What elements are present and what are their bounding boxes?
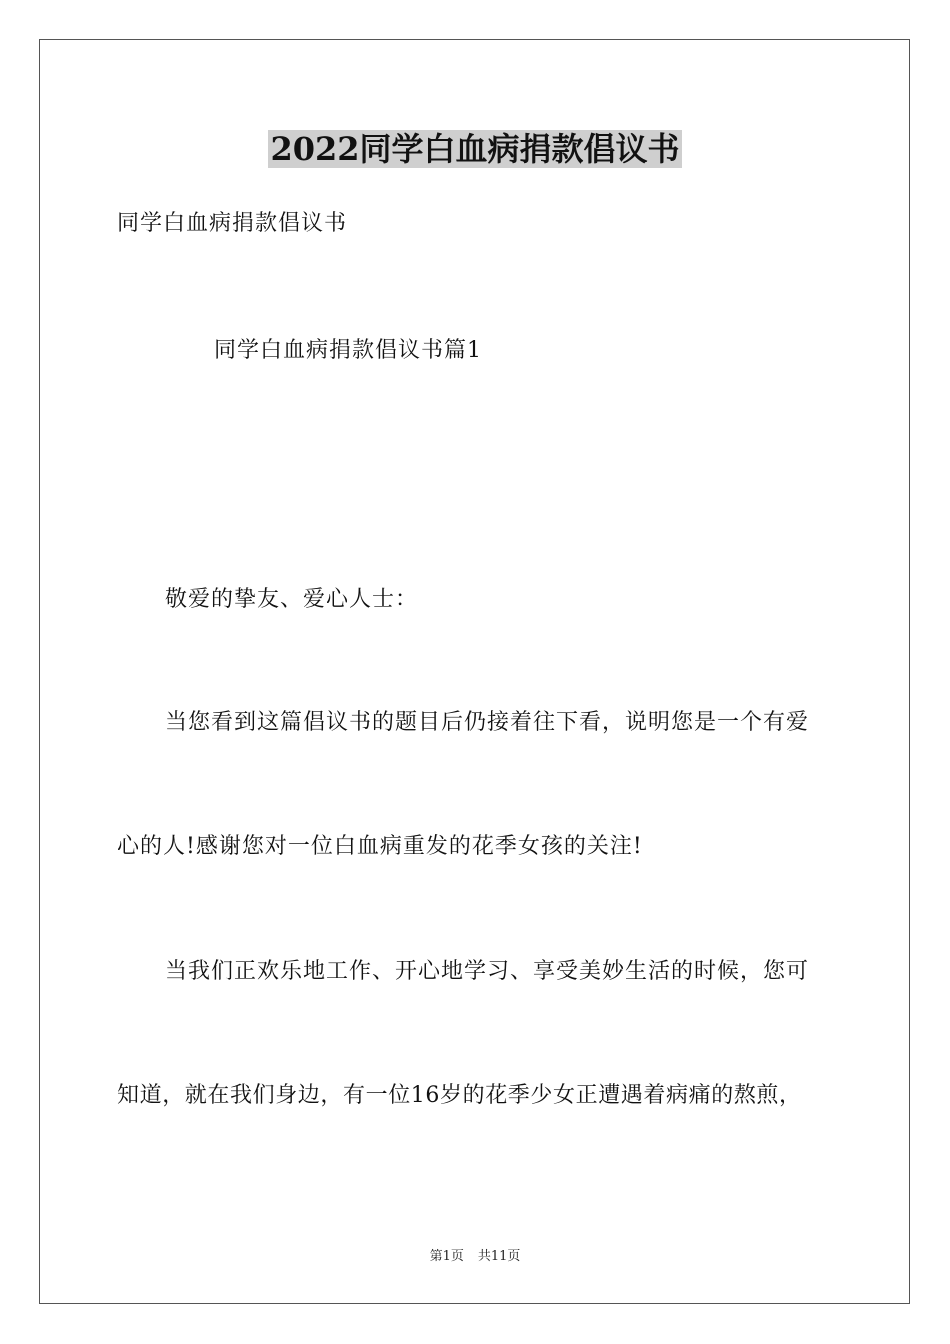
paragraph-line: 当您看到这篇倡议书的题目后仍接着往下看，说明您是一个有爱: [165, 710, 810, 735]
salutation: 敬爱的挚友、爱心人士：: [165, 587, 419, 612]
paragraph-line: 心的人!感谢您对一位白血病重发的花季女孩的关注!: [117, 834, 643, 859]
page-total: 共11页: [477, 1249, 521, 1264]
paragraph-line: 知道，就在我们身边，有一位16岁的花季少女正遭遇着病痛的熬煎，: [117, 1083, 802, 1108]
page-footer: [0, 1248, 950, 1266]
document-title: [0, 128, 950, 170]
document-title-text: 2022同学白血病捐款倡议书: [270, 130, 680, 168]
document-subtitle: 同学白血病捐款倡议书: [117, 211, 348, 236]
paragraph-line: 当我们正欢乐地工作、开心地学习、享受美妙生活的时候，您可: [165, 959, 810, 984]
page-number: 第1页: [429, 1249, 464, 1264]
section-heading: 同学白血病捐款倡议书篇1: [214, 338, 482, 363]
